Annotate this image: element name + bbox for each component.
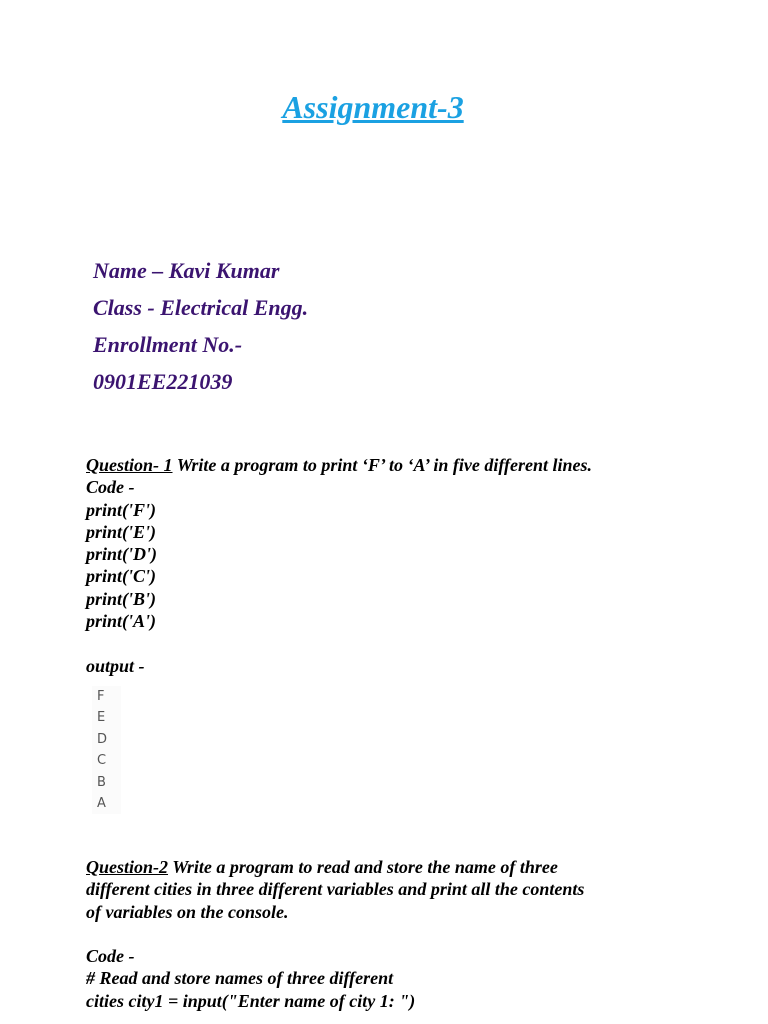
student-info — [93, 256, 308, 404]
student-class: Class - Electrical Engg. — [93, 295, 309, 320]
code-line: print('F') — [86, 499, 157, 520]
question-1-heading — [86, 454, 592, 476]
question-2-code-label: Code - — [86, 946, 135, 967]
question-1-code-label: Code - — [86, 477, 135, 498]
question-1-label: Question- 1 — [86, 455, 173, 475]
question-1-text: Write a program to print ‘F’ to ‘A’ in five different lines. — [172, 455, 593, 475]
enrollment-label: Enrollment No.- — [93, 332, 243, 357]
page-title: Assignment-3 — [282, 89, 464, 125]
console-output-line: B — [97, 774, 106, 790]
spacer — [86, 923, 686, 945]
question-2-block — [86, 856, 686, 1012]
code-line: print('D') — [86, 544, 158, 565]
question-1-block — [86, 454, 592, 632]
question-2-text-line-1: Write a program to read and store the name of three — [168, 857, 558, 877]
console-output-line: D — [97, 731, 108, 747]
console-output-image — [92, 686, 121, 814]
code-line: # Read and store names of three different — [86, 968, 394, 989]
question-2-text-line-2: different cities in three different variables and print all the contents — [86, 879, 585, 900]
code-line: print('B') — [86, 588, 157, 609]
code-line: cities city1 = input("Enter name of city 1: ") — [86, 990, 416, 1011]
output-label: output - — [86, 656, 145, 676]
code-line: print('E') — [86, 521, 157, 542]
student-name: Name – Kavi Kumar — [93, 258, 280, 283]
console-output-line: C — [97, 753, 107, 769]
question-2-label: Question-2 — [86, 857, 169, 877]
question-2-text-line-3: of variables on the console. — [86, 901, 289, 922]
code-line: print('A') — [86, 611, 157, 632]
enrollment-number: 0901EE221039 — [93, 369, 233, 394]
question-2-heading — [86, 856, 686, 878]
console-output-line: A — [97, 796, 106, 812]
code-line: print('C') — [86, 566, 157, 587]
console-output-line: E — [97, 710, 106, 726]
console-output-line: F — [97, 689, 105, 704]
